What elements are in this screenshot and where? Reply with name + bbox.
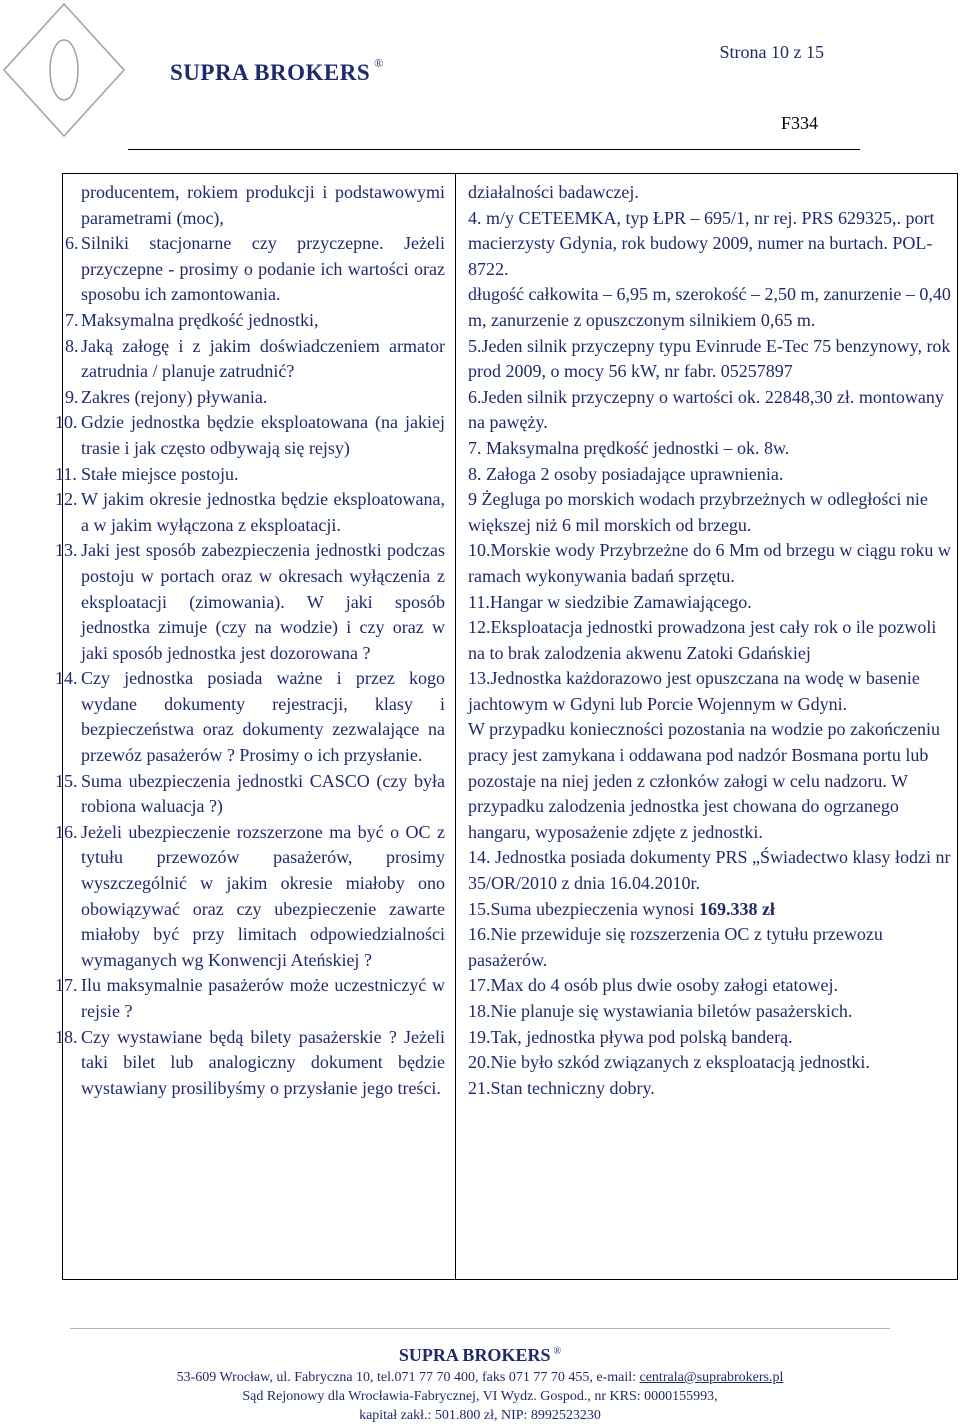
footer-company-name: SUPRA BROKERS ® <box>398 1345 562 1365</box>
footer-address: 53-609 Wrocław, ul. Fabryczna 10, tel.071 77 70 400, faks 071 77 70 455, e-mail: centrala@suprabrokers.pl <box>176 1370 784 1385</box>
email-link[interactable]: centrala@suprabrokers.pl <box>639 1370 784 1385</box>
question-item: 6. Silniki stacjonarne czy przyczepne. Jeżeli przyczepne - prosimy o podanie ich wartości oraz sposobu ich zamontowania. <box>65 233 445 305</box>
answer-line: 16.Nie przewiduje się rozszerzenia OC z tytułu przewozu pasażerów. <box>468 924 883 970</box>
header-rule <box>128 149 860 150</box>
question-item: 13. Jaki jest sposób zabezpieczenia jednostki podczas postoju w portach oraz w okresach wyłączenia z eksploatacji (zimowania). W jaki sposób jednostka zimuje (czy na wodzie) i czy oraz w jaki sposób jednostka jest dozorowana ? <box>55 540 445 663</box>
answer-line: 9 Żegluga po morskich wodach przybrzeżnych w odległości nie większej niż 6 mil morskich od brzegu. <box>468 489 928 535</box>
page-number: Strona 10 z 15 <box>719 42 824 62</box>
question-item: 14. Czy jednostka posiada ważne i przez kogo wydane dokumenty rejestracji, klasy i bezpieczeństwa oraz dokumenty zezwalające na przewóz pasażerów ? Prosimy o ich przysłanie. <box>55 668 445 766</box>
answer-line: 5.Jeden silnik przyczepny typu Evinrude E-Tec 75 benzynowy, rok prod 2009, o mocy 56 kW, nr fabr. 05257897 <box>468 335 951 382</box>
answer-line: 19.Tak, jednostka pływa pod polską banderą. <box>468 1026 793 1047</box>
company-name: SUPRA BROKERS ® <box>170 56 384 85</box>
answer-line: 6.Jeden silnik przyczepny o wartości ok. 22848,30 zł. montowany na pawęży. <box>468 386 944 433</box>
insurance-sum-value: 169.338 zł <box>698 898 775 919</box>
footer-capital: kapitał zakł.: 501.800 zł, NIP: 8992523230 <box>359 1408 601 1423</box>
question-item: 7. Maksymalna prędkość jednostki, <box>65 309 319 330</box>
continuation-text: producentem, rokiem produkcji i podstawowymi parametrami (moc), <box>81 182 445 228</box>
questions-column <box>55 180 445 1101</box>
insurance-sum-line: 15.Suma ubezpieczenia wynosi 169.338 zł <box>468 898 775 919</box>
column-divider <box>455 174 456 1279</box>
answer-line: 11.Hangar w siedzibie Zamawiającego. <box>468 591 752 612</box>
question-item: 17. Ilu maksymalnie pasażerów może uczestniczyć w rejsie ? <box>55 975 445 1021</box>
answer-line: 7. Maksymalna prędkość jednostki – ok. 8w. <box>468 437 790 458</box>
answer-line: 21.Stan techniczny dobry. <box>468 1077 655 1098</box>
document-code: F334 <box>780 113 818 133</box>
question-item: 18. Czy wystawiane będą bilety pasażerskie ? Jeżeli taki bilet lub analogiczny dokument będzie wystawiany prosilibyśmy o przysłanie jego treści. <box>55 1026 445 1098</box>
question-item: 12. W jakim okresie jednostka będzie eksploatowana, a w jakim wyłączona z eksploatacji. <box>55 489 445 535</box>
answer-line: 12.Eksploatacja jednostki prowadzona jest cały rok o ile pozwoli na to brak zalodzenia akwenu Zatoki Gdańskiej <box>468 617 937 663</box>
company-logo <box>0 0 130 140</box>
answer-line: 14. Jednostka posiada dokumenty PRS „Świadectwo klasy łodzi nr 35/OR/2010 z dnia 16.04.2010r. <box>468 847 951 894</box>
answer-line: 18.Nie planuje się wystawiania biletów pasażerskich. <box>468 1001 853 1021</box>
footer-rule <box>70 1328 890 1329</box>
answer-line: długość całkowita – 6,95 m, szerokość – 2,50 m, zanurzenie – 0,40 m, zanurzenie z opuszczonym silnikiem 0,65 m. <box>468 284 951 330</box>
question-item: 15. Suma ubezpieczenia jednostki CASCO (czy była robiona waluacja ?) <box>55 770 445 817</box>
answers-column <box>468 180 953 1101</box>
answer-line: W przypadku konieczności pozostania na wodzie po zakończeniu pracy jest zamykana i oddawana pod nadzór Bosmana portu lub pozostaje na niej jeden z członków załogi w celu nadzoru. W przypadku zalodzenia jednostka jest chowana do ogrzanego hangaru, wyposażenie zdjęte z jednostki. <box>468 719 940 842</box>
content-table <box>55 173 958 1280</box>
question-item: 16. Jeżeli ubezpieczenie rozszerzone ma być o OC z tytułu przewozów pasażerów, prosimy wyszczególnić w jakim okresie miałoby ono obowiązywać oraz czy ubezpieczenie zawarte miałoby być przy limitach odpowiedzialności wymaganych wg Konwencji Ateńskiej ? <box>55 821 445 970</box>
footer-court: Sąd Rejonowy dla Wrocławia-Fabrycznej, VI Wydz. Gospod., nr KRS: 0000155993, <box>242 1389 718 1404</box>
question-item: 8. Jaką załogę i z jakim doświadczeniem armator zatrudnia / planuje zatrudnić? <box>65 335 445 382</box>
question-item: 11. Stałe miejsce postoju. <box>55 463 239 484</box>
answer-line: 13.Jednostka każdorazowo jest opuszczana na wodę w basenie jachtowym w Gdyni lub Porcie Wojennym w Gdyni. <box>468 668 920 714</box>
question-item: 10. Gdzie jednostka będzie eksploatowana (na jakiej trasie i jak często odbywają się rejsy) <box>55 412 445 458</box>
answer-line: 4. m/y CETEEMKA, typ ŁPR – 695/1, nr rej. PRS 629325,. port macierzysty Gdynia, rok budowy 2009, numer na burtach. POL-8722. <box>468 207 935 279</box>
answer-line: 20.Nie było szkód związanych z eksploatacją jednostki. <box>468 1052 870 1073</box>
answer-line: 8. Załoga 2 osoby posiadające uprawnienia. <box>468 463 784 484</box>
answer-line: działalności badawczej. <box>468 182 639 202</box>
answer-line: 10.Morskie wody Przybrzeżne do 6 Mm od brzegu w ciągu roku w ramach wykonywania badań sprzętu. <box>468 540 951 586</box>
answer-line: 17.Max do 4 osób plus dwie osoby załogi etatowej. <box>468 975 838 996</box>
question-item: 9. Zakres (rejony) pływania. <box>65 386 268 407</box>
